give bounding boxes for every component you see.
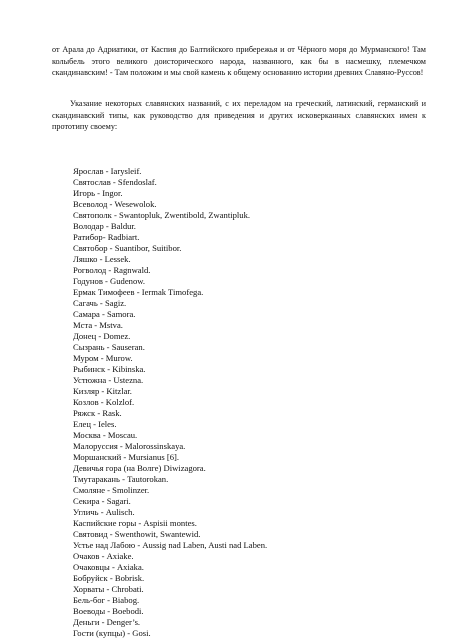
name-list-item: Кизляр - Kitzlar. (73, 386, 132, 396)
name-list-item: Сызрань - Sauseran. (73, 342, 145, 352)
name-list-item: Бобруйск - Bobrisk. (73, 573, 145, 583)
name-list-item: Моршанский - Mursianus [6]. (73, 452, 179, 462)
name-list-item: Святополк - Swantopluk, Zwentibold, Zwantipluk. (73, 210, 251, 220)
name-list-item: Москва - Moscau. (73, 430, 138, 440)
name-list-item: Ратибор- Radbiart. (73, 232, 140, 242)
name-list-item: Козлов - Kolzlof. (73, 397, 135, 407)
name-list-item: Святобор - Suantibor, Suitibor. (73, 243, 182, 253)
names-introduction-paragraph: Указание некоторых славянских названий, с их переладом на греческий, латинский, германский и скандинавский типы, как руководство для приведения и других исковерканных славянских имен к прототипу своему: (52, 99, 426, 132)
name-list-item: Сагачь - Sagiz. (73, 298, 127, 308)
name-list-item: Мста - Mstva. (73, 320, 123, 330)
name-list-item: Тмутаракань - Tautorokan. (73, 474, 169, 484)
name-list-item: Рыбинск - Kibinska. (73, 364, 146, 374)
name-list-item: Воеводы - Boebodi. (73, 606, 144, 616)
name-list-item: Малоруссия - Malorossinskaya. (73, 441, 186, 451)
name-list-item: Очаков - Axiake. (73, 551, 134, 561)
name-list-item: Муром - Murow. (73, 353, 133, 363)
intro-paragraph: от Арала до Адриатики, от Каспия до Балтийского прибережья и от Чёрного моря до Мурманского! Там колыбель этого великого доисторического народа, названного, как бы в насмешку, племечком скандинавским! - Там положим и мы свой камень к общему основанию истории древних Славяно-Руссов! (52, 45, 426, 78)
name-list-item: Ряжск - Rask. (73, 408, 122, 418)
name-list-item: Ермак Тимофеев - Iermak Timofega. (73, 287, 204, 297)
name-list-item: Угличь - Aulisch. (73, 507, 135, 517)
name-list-item: Игорь - Ingor. (73, 188, 123, 198)
name-list-item: Всеволод - Wesewolok. (73, 199, 157, 209)
name-list-item: Годунов - Gudenow. (73, 276, 146, 286)
name-list-item: Ляшко - Lessek. (73, 254, 131, 264)
name-list-item: Святослав - Sfendoslaf. (73, 177, 157, 187)
name-list-item: Рогволод - Ragnwald. (73, 265, 151, 275)
name-list-item: Ярослав - Iarysleif. (73, 166, 142, 176)
name-list-item: Деньги - Denger’s. (73, 617, 141, 627)
name-list-item: Девичья гора (на Волге) Diwizagora. (73, 463, 206, 473)
name-list-item: Очаковцы - Axiaka. (73, 562, 144, 572)
name-list-item: Донец - Domez. (73, 331, 131, 341)
name-list-item: Каспийские горы - Aspisii montes. (73, 518, 197, 528)
name-list-item: Святовид - Swenthowit, Swantewid. (73, 529, 201, 539)
name-list-item: Устюжна - Ustezna. (73, 375, 144, 385)
name-list-item: Самара - Samora. (73, 309, 136, 319)
name-list-item: Бель-бог - Biabog. (73, 595, 140, 605)
name-list-item: Гости (купцы) - Gosi. (73, 628, 151, 638)
name-list-item: Смоляне - Smolinzer. (73, 485, 150, 495)
name-list-item: Володар - Baldur. (73, 221, 136, 231)
name-list-item: Елец - Ieles. (73, 419, 117, 429)
name-list-item: Устье над Лабою - Aussig nad Laben, Austi nad Laben. (73, 540, 268, 550)
name-correspondence-list (73, 166, 413, 639)
name-list-item: Секира - Sagari. (73, 496, 131, 506)
name-list-item: Хорваты - Chrobati. (73, 584, 144, 594)
